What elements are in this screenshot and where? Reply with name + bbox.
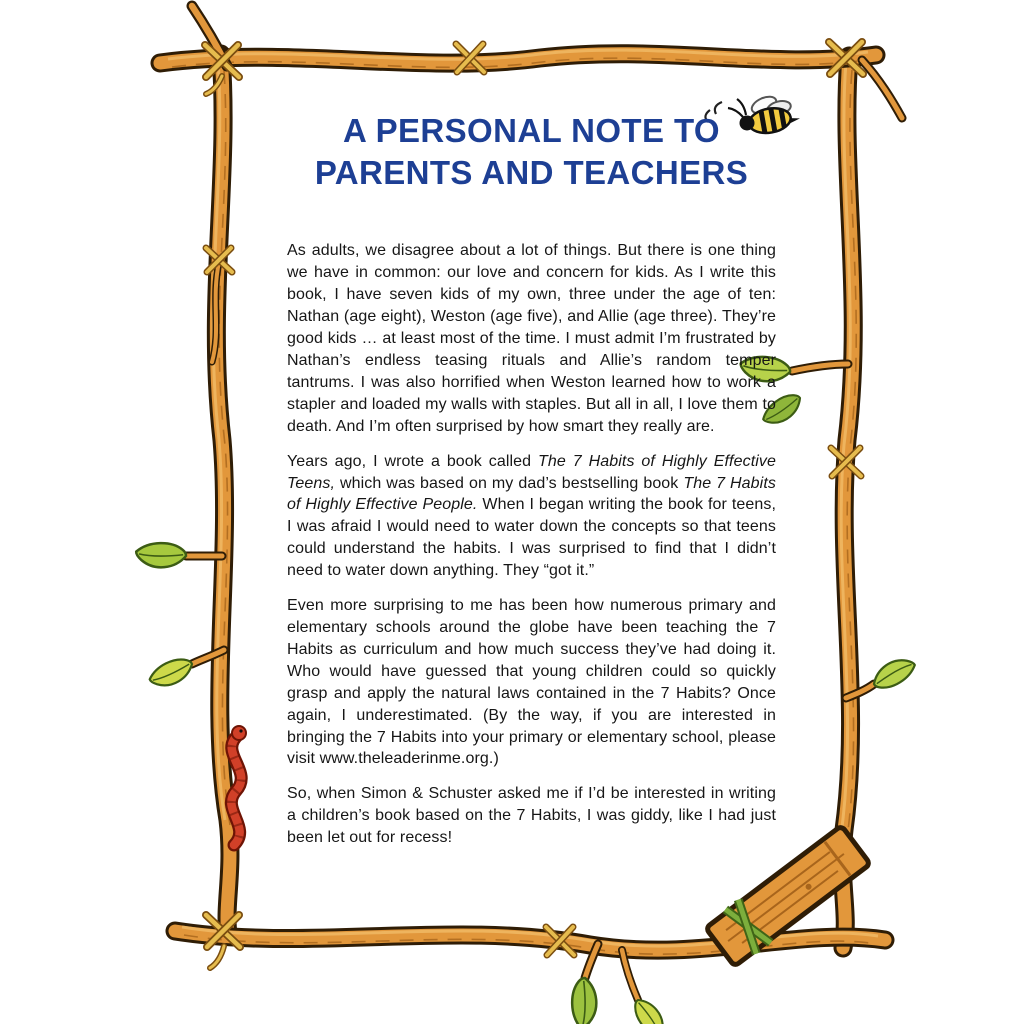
page-title-line-2: PARENTS AND TEACHERS bbox=[314, 154, 749, 192]
worm-icon bbox=[231, 726, 246, 845]
right-branch bbox=[841, 56, 856, 948]
text-segment: which was based on my dad’s bestselling book bbox=[335, 474, 684, 492]
leaf-icon bbox=[570, 977, 599, 1024]
page-title-line-1: A PERSONAL NOTE TO bbox=[343, 112, 720, 149]
note-content bbox=[287, 110, 776, 862]
leaf-icon bbox=[135, 541, 187, 570]
paragraph-2 bbox=[287, 451, 776, 582]
text-segment: Years ago, I wrote a book called bbox=[287, 452, 539, 470]
paragraph-1: As adults, we disagree about a lot of things. But there is one thing we have in common: our love and concern for kids. As I write this book, I have seven kids of my own, three under the age of ten: Nathan (age eight), Weston (age five), and Allie (age three). They’re good kids … at least most of the time. I must admit I’m frustrated by Nathan’s endless teasing rituals and Allie’s random temper tantrums. I was also horrified when Weston learned how to work a stapler and loaded my walls with staples. But all in all, I love them to death. And I’m often surprised by how smart they really are. bbox=[287, 242, 776, 435]
page-title bbox=[287, 110, 776, 194]
note-body bbox=[287, 240, 776, 849]
book-title-teens: The 7 Habits of Highly Effective Teens, bbox=[287, 452, 776, 492]
book-title-people: The 7 Habits of Highly Effective People. bbox=[287, 474, 776, 514]
top-branch bbox=[160, 50, 876, 67]
paragraph-4: So, when Simon & Schuster asked me if I’d be interested in writing a children’s book based on the 7 Habits, I was giddy, like I had just been let out for recess! bbox=[287, 785, 776, 847]
text-segment: When I began writing the book for teens, I was afraid I would need to water down the concepts so that teens could understand the habits. I was surprised to find that I didn’t need to water down anything. They “got it.” bbox=[287, 496, 777, 580]
paragraph-3: Even more surprising to me has been how numerous primary and elementary schools around the globe have been teaching the 7 Habits as curriculum and how much success they’ve had doing it. Who would have guessed that young children could so quickly grasp and apply the natural laws contained in the 7 Habits? Once again, I underestimated. (By the way, if you are interested in bringing the 7 Habits into your primary or elementary school, please visit www.theleaderinme.org.) bbox=[287, 597, 776, 768]
leaf-icon bbox=[146, 655, 196, 691]
leaf-icon bbox=[869, 654, 919, 693]
